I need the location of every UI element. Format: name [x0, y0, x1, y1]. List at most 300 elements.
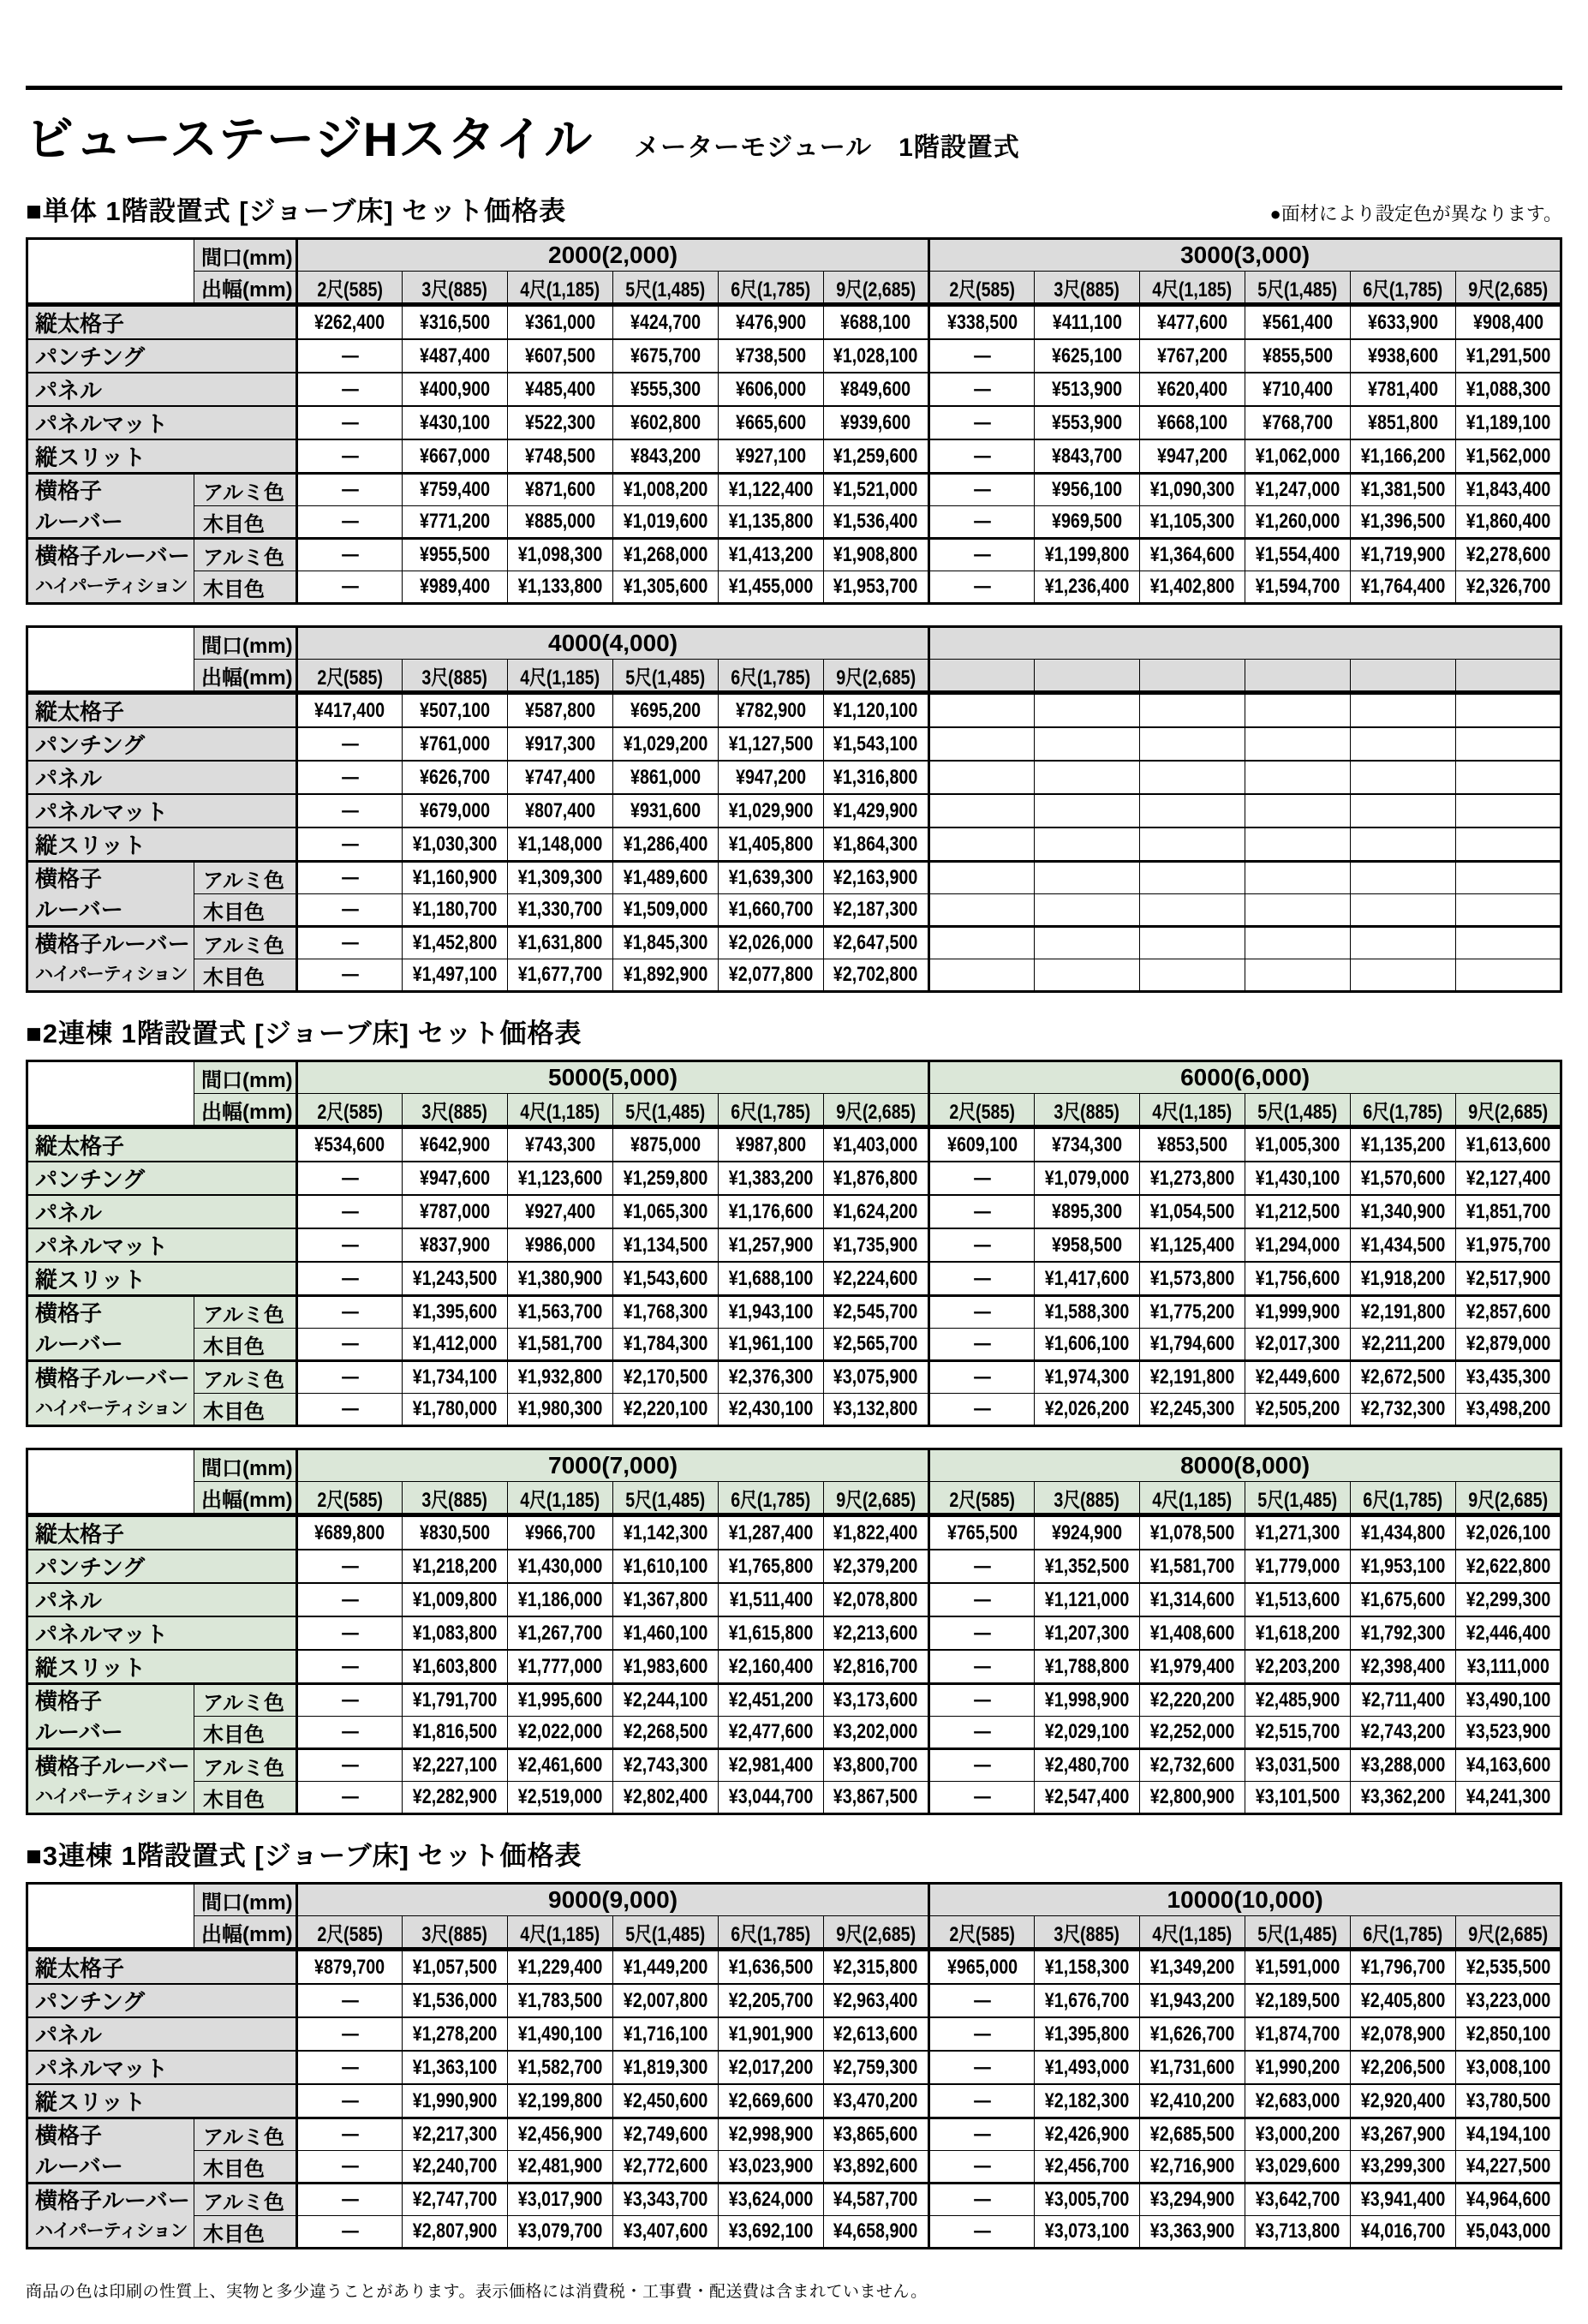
price-cell-text: ¥3,343,700: [623, 2188, 708, 2211]
section-two-unit: [26, 1012, 1562, 1815]
price-cell: [508, 959, 613, 992]
price-cell: [1245, 1515, 1351, 1550]
price-cell-text: ¥1,291,500: [1466, 344, 1550, 367]
price-cell-text: ¥2,268,500: [623, 1720, 708, 1743]
price-cell-text: ¥2,078,800: [833, 1587, 918, 1611]
price-cell-text: ¥1,286,400: [623, 832, 708, 856]
price-cell: [1140, 1684, 1245, 1717]
depth-header: [1245, 660, 1351, 693]
price-cell: [297, 305, 403, 340]
price-cell-text: ¥1,316,800: [833, 765, 918, 789]
price-cell-text: ¥1,005,300: [1255, 1132, 1340, 1156]
depth-header-text: 6尺(1,785): [731, 1100, 811, 1124]
price-cell-text: ¥587,800: [524, 698, 596, 722]
price-cell: [508, 2118, 613, 2151]
price-cell-text: ¥1,554,400: [1255, 543, 1340, 566]
price-cell: [1035, 1394, 1140, 1426]
row-label-line: 横格子ルーバー: [35, 542, 190, 569]
price-cell: [1245, 1162, 1351, 1195]
depth-header: [1035, 660, 1140, 693]
price-cell-text: ¥1,980,300: [517, 1397, 603, 1420]
price-cell-text: ¥2,647,500: [833, 931, 918, 954]
price-cell-text: ¥1,455,000: [728, 575, 814, 598]
price-cell-text: ¥2,613,600: [833, 2022, 918, 2046]
depth-header-text: 2尺(585): [317, 1100, 383, 1124]
price-cell-text: ¥1,412,000: [412, 1332, 498, 1355]
price-cell-text: ¥1,582,700: [517, 2055, 603, 2079]
price-cell-text: ¥782,900: [735, 698, 807, 722]
price-cell-text: ¥1,489,600: [623, 866, 708, 889]
depth-header-text: 5尺(1,485): [625, 1100, 706, 1124]
price-cell: [508, 894, 613, 927]
price-cell: [1035, 2017, 1140, 2051]
price-cell-text: ¥625,100: [1052, 344, 1123, 367]
price-cell-text: ¥2,481,900: [517, 2154, 603, 2178]
price-cell: [1140, 1228, 1245, 1262]
price-cell: [824, 1195, 929, 1228]
price-cell: [1035, 1329, 1140, 1361]
depth-header-text: 3尺(885): [1054, 278, 1120, 302]
price-cell: [1035, 2118, 1140, 2151]
price-cell-text: ¥3,267,900: [1360, 2123, 1446, 2146]
price-cell-text: ¥1,521,000: [833, 478, 918, 501]
price-cell: [929, 571, 1035, 604]
price-cell: [508, 506, 613, 539]
price-cell: [1245, 1550, 1351, 1583]
price-cell: [508, 339, 613, 373]
depth-header: [719, 660, 824, 693]
price-cell-text: ¥2,199,800: [517, 2088, 603, 2112]
corner-cell: [27, 627, 194, 693]
price-cell: [719, 2084, 824, 2118]
depth-header-text: 6尺(1,785): [731, 278, 811, 302]
empty-cell: [1035, 827, 1140, 862]
price-cell-text: ¥1,028,100: [833, 344, 918, 367]
price-cell-text: ¥3,362,200: [1360, 1785, 1446, 1808]
price-cell-text: ¥1,098,300: [517, 543, 603, 566]
price-cell-text: ¥1,788,800: [1044, 1654, 1130, 1678]
price-cell: [508, 1162, 613, 1195]
price-cell-text: ¥3,132,800: [833, 1397, 918, 1420]
row-label: パネルマット: [27, 1616, 297, 1650]
row-label: [27, 2118, 194, 2184]
price-cell: [403, 693, 508, 728]
price-cell-text: ¥1,176,600: [728, 1199, 814, 1223]
row-label: 縦スリット: [27, 1262, 297, 1296]
price-cell: [1140, 506, 1245, 539]
price-cell: [719, 1583, 824, 1616]
price-cell: [824, 2184, 929, 2216]
depth-header-text: 3尺(885): [421, 1488, 488, 1512]
price-cell-text: ¥1,594,700: [1255, 575, 1340, 598]
price-cell: [1035, 1195, 1140, 1228]
price-cell-text: ¥2,203,200: [1255, 1654, 1340, 1678]
price-cell-text: ¥665,600: [735, 410, 807, 434]
section-heading-single: ■単体 1階設置式 [ジョーブ床] セット価格表: [26, 196, 567, 226]
price-cell: [508, 827, 613, 862]
price-cell: [824, 794, 929, 827]
price-cell-text: ―: [973, 1621, 991, 1645]
price-cell-text: ―: [341, 478, 359, 501]
row-label: パネルマット: [27, 1228, 297, 1262]
price-cell-text: ―: [341, 1166, 359, 1190]
price-cell: [929, 1583, 1035, 1616]
depth-header-text: 3尺(885): [421, 278, 488, 302]
price-cell: [1351, 539, 1456, 571]
depth-header: [403, 1094, 508, 1127]
price-cell: [719, 1296, 824, 1329]
price-cell: [1245, 1583, 1351, 1616]
depth-header: [824, 1916, 929, 1950]
price-cell-text: ¥1,860,400: [1466, 510, 1550, 533]
empty-cell: [1351, 827, 1456, 862]
price-cell-text: ¥3,692,100: [728, 2219, 814, 2243]
price-cell-text: ¥2,240,700: [412, 2154, 498, 2178]
price-cell-text: ¥1,065,300: [623, 1199, 708, 1223]
price-cell: [403, 727, 508, 761]
price-cell-text: ¥1,019,600: [623, 510, 708, 533]
price-cell: [613, 1262, 719, 1296]
price-cell-text: ¥761,000: [419, 732, 491, 756]
price-cell-text: ¥606,000: [735, 377, 807, 401]
row-label-line: ハイパーティション: [35, 576, 188, 596]
price-cell: [613, 2051, 719, 2084]
depth-header: [1351, 660, 1456, 693]
price-cell-text: ¥1,403,000: [833, 1132, 918, 1156]
price-cell-text: ¥3,713,800: [1255, 2219, 1340, 2243]
empty-cell: [1351, 727, 1456, 761]
price-cell: [1140, 1616, 1245, 1650]
row-label: [27, 862, 194, 927]
price-cell-text: ―: [973, 444, 991, 468]
price-cell: [1245, 1717, 1351, 1749]
price-cell: [508, 2051, 613, 2084]
color-sublabel: アルミ色: [194, 1361, 297, 1394]
price-cell-text: ¥1,768,300: [623, 1300, 708, 1323]
price-cell: [929, 2017, 1035, 2051]
price-cell: [508, 761, 613, 794]
price-cell: [1140, 1195, 1245, 1228]
price-cell-text: ―: [973, 1988, 991, 2012]
price-cell: [1140, 1162, 1245, 1195]
price-cell-text: ¥1,618,200: [1255, 1621, 1340, 1645]
price-cell-text: ¥1,719,900: [1360, 543, 1446, 566]
empty-cell: [1245, 959, 1351, 992]
price-cell-text: ¥262,400: [314, 310, 385, 334]
row-label-line: ハイパーティション: [35, 1786, 188, 1807]
price-cell: [403, 1984, 508, 2017]
price-cell-text: ¥689,800: [314, 1520, 385, 1544]
price-cell: [1351, 1329, 1456, 1361]
price-cell-text: ―: [973, 1654, 991, 1678]
depth-header-text: 4尺(1,185): [1152, 1488, 1233, 1512]
price-cell: [403, 474, 508, 506]
depth-header: [508, 660, 613, 693]
depth-header: [297, 1482, 403, 1515]
price-cell-text: ¥2,078,900: [1360, 2022, 1446, 2046]
price-cell: [1035, 373, 1140, 406]
price-cell: [824, 862, 929, 894]
price-cell: [824, 1361, 929, 1394]
price-cell: [297, 506, 403, 539]
price-cell: [1035, 2184, 1140, 2216]
price-cell-text: ¥3,865,600: [833, 2123, 918, 2146]
color-sublabel: 木目色: [194, 1717, 297, 1749]
price-cell-text: ¥917,300: [524, 732, 596, 756]
price-cell: [719, 693, 824, 728]
color-sublabel: アルミ色: [194, 539, 297, 571]
price-cell-text: ¥3,111,000: [1466, 1654, 1549, 1678]
price-cell: [719, 1127, 824, 1162]
price-cell: [1245, 1782, 1351, 1814]
price-cell-text: ¥3,079,700: [517, 2219, 603, 2243]
price-cell-text: ¥534,600: [314, 1132, 385, 1156]
corner-cell: [27, 239, 194, 305]
price-cell-text: ¥2,376,300: [728, 1365, 814, 1389]
price-cell-text: ¥2,315,800: [833, 1955, 918, 1979]
price-cell: [297, 761, 403, 794]
price-cell: [824, 2084, 929, 2118]
price-cell: [297, 1195, 403, 1228]
price-cell: [297, 1162, 403, 1195]
price-cell: [1351, 2084, 1456, 2118]
price-cell-text: ¥3,294,900: [1149, 2188, 1235, 2211]
price-cell: [403, 2151, 508, 2184]
price-cell-text: ¥2,772,600: [623, 2154, 708, 2178]
price-cell: [719, 2051, 824, 2084]
price-cell-text: ¥1,908,800: [833, 543, 918, 566]
price-cell-text: ¥1,340,900: [1360, 1199, 1446, 1223]
depth-header-text: 5尺(1,485): [1257, 1922, 1338, 1946]
price-cell-text: ¥955,500: [419, 543, 491, 566]
price-cell: [1351, 1361, 1456, 1394]
depth-header: [1245, 1094, 1351, 1127]
price-cell-text: ¥2,747,700: [412, 2188, 498, 2211]
section-head: [26, 189, 1562, 228]
depth-header: [403, 1916, 508, 1950]
price-cell-text: ¥1,892,900: [623, 963, 708, 986]
page: [0, 86, 1588, 2324]
price-cell-text: ¥2,450,600: [623, 2088, 708, 2112]
price-cell-text: ¥1,212,500: [1255, 1199, 1340, 1223]
price-cell-text: ―: [341, 2154, 359, 2178]
price-cell: [719, 1361, 824, 1394]
price-cell-text: ¥2,426,900: [1044, 2123, 1130, 2146]
price-cell: [719, 1950, 824, 1985]
price-cell-text: ¥2,326,700: [1466, 575, 1550, 598]
row-label: [27, 927, 194, 992]
price-cell-text: ―: [341, 832, 359, 856]
price-cell-text: ¥688,100: [840, 310, 911, 334]
price-cell-text: ¥947,600: [419, 1166, 491, 1190]
price-cell-text: ¥743,300: [524, 1132, 596, 1156]
price-cell-text: ¥2,430,100: [728, 1397, 814, 1420]
row-label: 縦スリット: [27, 439, 297, 474]
price-cell: [824, 2216, 929, 2249]
depth-header-text: 3尺(885): [421, 666, 488, 690]
section-head: [26, 1012, 1562, 1050]
price-cell: [1035, 539, 1140, 571]
price-cell-text: ¥1,543,600: [623, 1266, 708, 1290]
price-cell: [719, 1650, 824, 1684]
price-cell: [508, 1394, 613, 1426]
price-cell-text: ¥855,500: [1263, 344, 1334, 367]
price-cell-text: ¥4,587,700: [833, 2188, 918, 2211]
price-cell-text: ¥1,615,800: [728, 1621, 814, 1645]
price-cell: [508, 474, 613, 506]
price-cell-text: ¥1,780,000: [412, 1397, 498, 1420]
price-cell: [1456, 506, 1561, 539]
price-cell-text: ¥2,160,400: [728, 1654, 814, 1678]
price-cell: [297, 1684, 403, 1717]
price-cell-text: ¥830,500: [419, 1520, 491, 1544]
price-cell: [297, 1650, 403, 1684]
price-cell-text: ¥2,480,700: [1044, 1753, 1130, 1777]
price-cell: [1351, 1550, 1456, 1583]
price-cell-text: ¥2,182,300: [1044, 2088, 1130, 2112]
price-cell: [1245, 406, 1351, 439]
row-label-line: ハイパーティション: [35, 2220, 188, 2241]
depth-header: [613, 660, 719, 693]
price-cell-text: ¥1,079,000: [1044, 1166, 1130, 1190]
price-cell-text: ¥2,170,500: [623, 1365, 708, 1389]
row-label: パンチング: [27, 1550, 297, 1583]
price-cell: [613, 571, 719, 604]
empty-cell: [1035, 959, 1140, 992]
row-label-line: 横格子ルーバー: [35, 1753, 190, 1779]
price-cell-text: ―: [341, 1365, 359, 1389]
price-cell: [613, 2017, 719, 2051]
price-cell-text: ¥1,383,200: [728, 1166, 814, 1190]
price-cell-text: ¥2,816,700: [833, 1654, 918, 1678]
price-cell: [1140, 2151, 1245, 2184]
price-cell-text: ―: [341, 2022, 359, 2046]
depth-header: [508, 272, 613, 305]
price-cell-text: ¥609,100: [946, 1132, 1018, 1156]
price-cell-text: ¥1,493,000: [1044, 2055, 1130, 2079]
price-cell: [1245, 2051, 1351, 2084]
price-cell-text: ¥1,943,100: [728, 1300, 814, 1323]
price-cell-text: ―: [973, 1166, 991, 1190]
price-cell: [1456, 2184, 1561, 2216]
price-cell-text: ―: [341, 2219, 359, 2243]
depth-header-text: 4尺(1,185): [1152, 1922, 1233, 1946]
depth-header-text: 9尺(2,685): [836, 1922, 916, 1946]
price-cell: [613, 406, 719, 439]
price-cell: [824, 1950, 929, 1985]
price-cell: [403, 2118, 508, 2151]
price-cell: [403, 2184, 508, 2216]
price-cell: [1035, 339, 1140, 373]
price-cell-text: ¥3,470,200: [833, 2088, 918, 2112]
price-cell-text: ¥1,851,700: [1466, 1199, 1550, 1223]
price-cell-text: ¥1,764,400: [1360, 575, 1446, 598]
price-cell: [1140, 373, 1245, 406]
price-cell: [403, 1228, 508, 1262]
price-cell: [929, 1782, 1035, 1814]
debaba-label: 出幅(mm): [194, 1916, 297, 1950]
price-cell: [1140, 406, 1245, 439]
color-sublabel: 木目色: [194, 506, 297, 539]
price-cell: [824, 1515, 929, 1550]
price-cell-text: ¥2,716,900: [1149, 2154, 1235, 2178]
price-cell: [403, 406, 508, 439]
price-cell-text: ¥3,005,700: [1044, 2188, 1130, 2211]
empty-cell: [1140, 927, 1245, 959]
price-cell: [719, 2216, 824, 2249]
price-cell: [1456, 539, 1561, 571]
color-sublabel: 木目色: [194, 1782, 297, 1814]
depth-header: [1351, 1094, 1456, 1127]
empty-cell: [1351, 927, 1456, 959]
price-cell: [1456, 1361, 1561, 1394]
price-cell: [403, 1583, 508, 1616]
price-cell-text: ―: [973, 1554, 991, 1578]
price-cell: [1035, 1717, 1140, 1749]
price-cell-text: ¥2,213,600: [833, 1621, 918, 1645]
depth-header-text: 5尺(1,485): [1257, 278, 1338, 302]
price-cell-text: ¥885,000: [524, 510, 596, 533]
empty-cell: [1140, 959, 1245, 992]
row-label: 縦スリット: [27, 827, 297, 862]
price-cell: [403, 1749, 508, 1782]
depth-header: [719, 1482, 824, 1515]
price-cell-text: ¥1,843,400: [1466, 478, 1550, 501]
price-cell: [824, 2017, 929, 2051]
price-cell: [403, 506, 508, 539]
depth-header-text: 9尺(2,685): [836, 278, 916, 302]
price-cell-text: ¥1,309,300: [517, 866, 603, 889]
row-label: パネルマット: [27, 794, 297, 827]
maguchi-label: 間口(mm): [194, 1884, 297, 1916]
depth-header: [403, 660, 508, 693]
price-cell: [1140, 1394, 1245, 1426]
price-cell-text: ¥895,300: [1052, 1199, 1123, 1223]
price-cell: [297, 2017, 403, 2051]
price-cell: [297, 2216, 403, 2249]
price-cell: [1456, 2216, 1561, 2249]
price-cell: [1351, 339, 1456, 373]
price-cell-text: ¥931,600: [630, 798, 701, 822]
depth-header: [1140, 272, 1245, 305]
price-cell-text: ¥2,743,300: [623, 1753, 708, 1777]
price-cell: [403, 1394, 508, 1426]
price-cell-text: ―: [973, 1785, 991, 1808]
depth-header: [929, 660, 1035, 693]
price-cell-text: ―: [973, 2088, 991, 2112]
depth-header-text: 4尺(1,185): [520, 666, 600, 690]
price-cell: [719, 539, 824, 571]
price-cell: [824, 1650, 929, 1684]
price-cell-text: ¥1,314,600: [1149, 1587, 1235, 1611]
empty-cell: [1351, 862, 1456, 894]
price-cell: [1351, 305, 1456, 340]
price-cell: [929, 2084, 1035, 2118]
price-table: [26, 237, 1562, 605]
price-cell-text: ¥2,711,400: [1361, 1688, 1445, 1712]
depth-header: [929, 272, 1035, 305]
row-label-line: ハイパーティション: [35, 964, 188, 984]
price-cell: [613, 1984, 719, 2017]
price-cell: [719, 794, 824, 827]
price-cell: [1245, 2084, 1351, 2118]
price-cell-text: ―: [341, 866, 359, 889]
price-cell: [1245, 1262, 1351, 1296]
price-cell: [403, 1162, 508, 1195]
depth-header: [1456, 660, 1561, 693]
price-cell-text: ¥1,822,400: [833, 1520, 918, 1544]
price-cell: [297, 571, 403, 604]
